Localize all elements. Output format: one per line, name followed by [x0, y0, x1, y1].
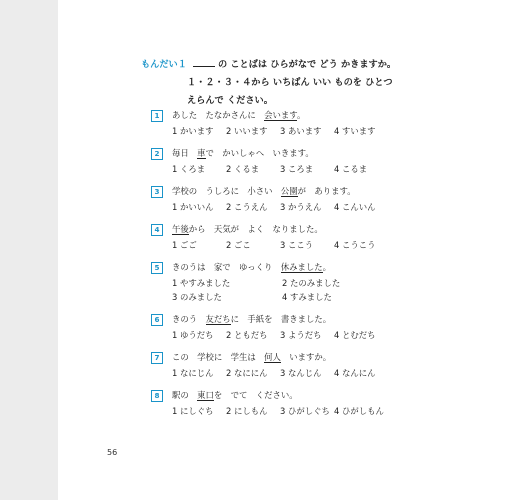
stem-text: いますか。: [280, 352, 332, 362]
answer-option-2[interactable]: 2 ごこ: [226, 240, 251, 250]
answer-option-4[interactable]: 4 すみました: [282, 292, 332, 302]
stem-text: から 天気が よく なりました。: [188, 224, 323, 234]
question-stem: [172, 352, 331, 363]
answer-option-4[interactable]: 4 こうこう: [334, 240, 376, 250]
underlined-word: 車: [197, 148, 206, 158]
question-number: 3: [151, 186, 163, 198]
underlined-word: 公園: [280, 186, 298, 196]
answer-option-3[interactable]: 3 ここう: [280, 240, 314, 250]
answer-option-3[interactable]: 3 ひがしぐち: [280, 406, 330, 416]
question-number: 5: [151, 262, 163, 274]
question-stem: [172, 314, 331, 325]
question-stem: [172, 262, 331, 273]
underlined-word: 休みました: [280, 262, 323, 272]
stem-text: 。: [296, 110, 306, 120]
question-stem: [172, 186, 356, 197]
answer-option-2[interactable]: 2 なににん: [226, 368, 268, 378]
answer-option-1[interactable]: 1 かいいん: [172, 202, 214, 212]
answer-option-3[interactable]: 3 あいます: [280, 126, 322, 136]
stem-text: 毎日: [172, 148, 198, 158]
answer-option-4[interactable]: 4 すいます: [334, 126, 376, 136]
stem-text: を でて ください。: [213, 390, 298, 400]
underlined-word: 友だち: [205, 314, 231, 324]
question-stem: [172, 390, 298, 401]
stem-text: 学校の うしろに 小さい: [172, 186, 281, 196]
answer-option-2[interactable]: 2 いいます: [226, 126, 268, 136]
stem-text: この 学校に 学生は: [172, 352, 265, 362]
question-number: 4: [151, 224, 163, 236]
answer-option-2[interactable]: 2 こうえん: [226, 202, 268, 212]
question-number: 1: [151, 110, 163, 122]
underlined-word: 何人: [264, 352, 281, 362]
answer-option-1[interactable]: 1 やすみました: [172, 278, 231, 288]
answer-option-1[interactable]: 1 なにじん: [172, 368, 214, 378]
question-number: 2: [151, 148, 163, 160]
question-stem: [172, 148, 314, 159]
question-number: 7: [151, 352, 163, 364]
instruction-text-1: の ことばは ひらがなで どう かきますか。: [217, 59, 397, 70]
instruction-line-3: えらんで ください。: [187, 95, 273, 106]
answer-option-1[interactable]: 1 ごご: [172, 240, 197, 250]
answer-option-4[interactable]: 4 なんにん: [334, 368, 376, 378]
answer-option-2[interactable]: 2 にしもん: [226, 406, 268, 416]
stem-text: で かいしゃへ いきます。: [205, 148, 314, 158]
stem-text: あした たなかさんに: [172, 110, 265, 120]
stem-text: きのう: [172, 314, 206, 324]
answer-option-1[interactable]: 1 かいます: [172, 126, 214, 136]
answer-option-4[interactable]: 4 とむだち: [334, 330, 376, 340]
page-number: 56: [107, 448, 118, 457]
mondai-label: もんだい１: [141, 59, 187, 70]
stem-text: きのうは 家で ゆっくり: [172, 262, 281, 272]
question-number: 6: [151, 314, 163, 326]
answer-option-4[interactable]: 4 こんいん: [334, 202, 376, 212]
question-number: 8: [151, 390, 163, 402]
underlined-word: 会います: [264, 110, 297, 120]
answer-option-4[interactable]: 4 ひがしもん: [334, 406, 384, 416]
stem-text: が あります。: [297, 186, 356, 196]
answer-option-3[interactable]: 3 かうえん: [280, 202, 322, 212]
stem-text: 。: [322, 262, 332, 272]
instruction-block: [141, 56, 421, 110]
answer-option-4[interactable]: 4 こるま: [334, 164, 368, 174]
question-stem: [172, 110, 305, 121]
book-spine-shadow: [0, 0, 58, 500]
stem-text: 駅の: [172, 390, 198, 400]
answer-option-3[interactable]: 3 ころま: [280, 164, 314, 174]
answer-option-1[interactable]: 1 にしぐち: [172, 406, 214, 416]
instruction-line-2: １・２・３・４から いちばん いい ものを ひとつ: [187, 77, 393, 88]
answer-option-2[interactable]: 2 くるま: [226, 164, 260, 174]
answer-blank: [193, 57, 215, 67]
answer-option-2[interactable]: 2 たのみました: [282, 278, 341, 288]
underlined-word: 東口: [197, 390, 214, 400]
answer-option-1[interactable]: 1 くろま: [172, 164, 206, 174]
answer-option-3[interactable]: 3 なんじん: [280, 368, 322, 378]
instruction-line-1: [141, 56, 421, 74]
answer-option-2[interactable]: 2 ともだち: [226, 330, 268, 340]
underlined-word: 午後: [172, 224, 189, 234]
question-stem: [172, 224, 323, 235]
stem-text: に 手紙を 書きました。: [230, 314, 332, 324]
answer-option-3[interactable]: 3 ようだち: [280, 330, 322, 340]
answer-option-1[interactable]: 1 ゆうだち: [172, 330, 214, 340]
answer-option-3[interactable]: 3 のみました: [172, 292, 222, 302]
